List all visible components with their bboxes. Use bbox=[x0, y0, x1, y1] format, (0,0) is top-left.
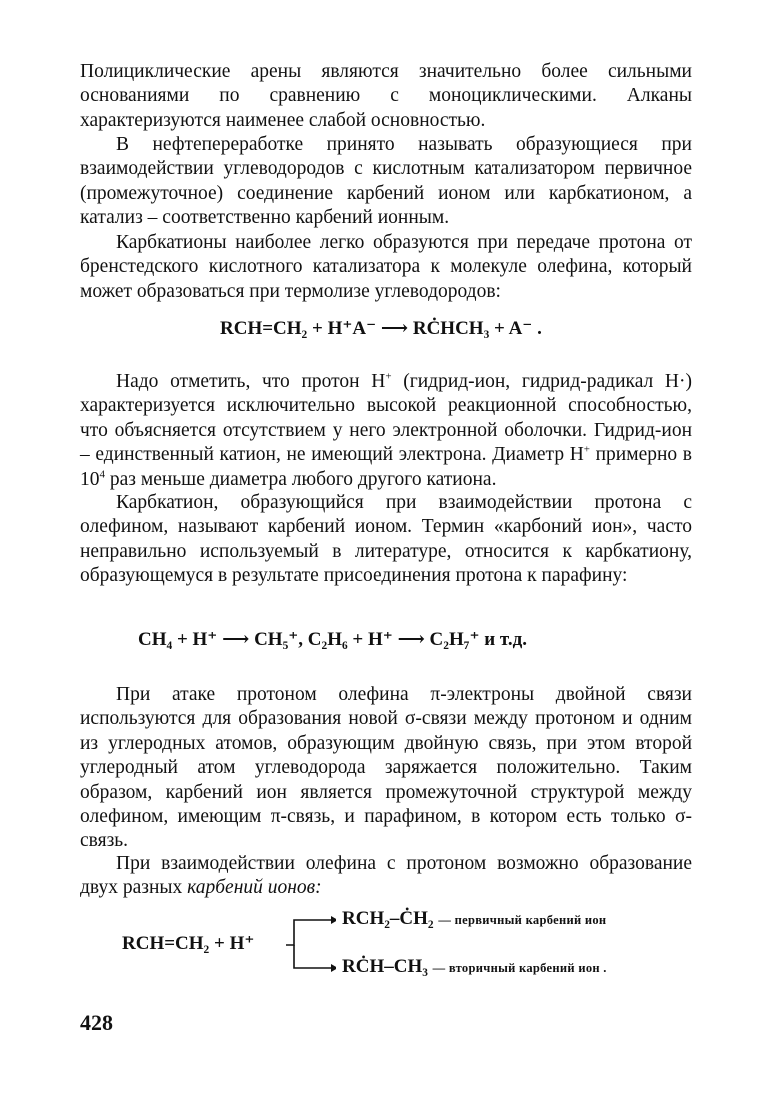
paragraph-text: Карбкатионы наиболее легко образуются при передаче протона от бренстедского кислотного катализатора к молекуле олефина, который может образоваться при термолизе углеводородов: bbox=[80, 232, 692, 302]
paragraph-text: При атаке протоном олефина π-электроны двойной связи используются для образования новой σ-связи между протоном и одним из углеродных атомов, образующим двойную связь, при этом второй углеродный атом углеводорода заряжается положительно. Таким образом, карбений ион является промежуточной структурой между олефином, имеющим π-связь, и парафином, в котором есть только σ-связь. bbox=[80, 684, 692, 852]
page-number: 428 bbox=[80, 1010, 113, 1035]
product-secondary-formula: RĊH–CH₃ bbox=[342, 956, 428, 977]
product-primary-formula: RCH₂–ĊH₂ bbox=[342, 908, 434, 929]
equation-protonation: RCH=CH₂ + H⁺A⁻ ⟶ RĊHCH₃ + A⁻ . bbox=[220, 318, 542, 339]
paragraph-4 bbox=[80, 370, 692, 492]
arrowhead-upper bbox=[331, 916, 336, 924]
paragraph-text: При взаимодействии олефина с протоном возможно образование двух разных карбений ионов: bbox=[80, 853, 692, 899]
paragraph-5 bbox=[80, 491, 692, 589]
product-secondary bbox=[342, 956, 607, 978]
equation-carbonium: CH₄ + H⁺ ⟶ CH₅⁺, C₂H₆ + H⁺ ⟶ C₂H₇⁺ и т.д. bbox=[138, 629, 527, 650]
paragraph-7 bbox=[80, 852, 692, 901]
branch-arrows-diagram bbox=[276, 915, 336, 975]
paragraph-text: Полициклические арены являются значительно более сильными основаниями по сравнению с моноциклическими. Алканы характеризуются наименее слабой основностью. bbox=[80, 61, 692, 131]
paragraph-text: Карбкатион, образующийся при взаимодействии протона с олефином, называют карбений ионом. Термин «карбоний ион», часто неправильно используемый в литературе, относится к карбкатиону, образующемуся в результате присоединения протона к парафину: bbox=[80, 492, 692, 587]
paragraph-1 bbox=[80, 60, 692, 133]
paragraph-text: Надо отметить, что протон H+ (гидрид-ион, гидрид-радикал H·) характеризуется исключительно высокой реакционной способностью, что объясняется отсутствием у него электронной оболочки. Гидрид-ион – единственный катион, не имеющий электрона. Диаметр H+ примерно в $10^4$ раз меньше диаметра любого другого катиона. bbox=[80, 370, 693, 490]
paragraph-2 bbox=[80, 133, 692, 231]
product-primary bbox=[342, 908, 606, 930]
product-primary-label: — первичный карбений ион bbox=[438, 913, 607, 927]
paragraph-3 bbox=[80, 231, 692, 304]
arrowhead-lower bbox=[331, 964, 336, 972]
paragraph-text: В нефтепереработке принято называть образующиеся при взаимодействии углеводородов с кислотным катализатором первичное (промежуточное) соединение карбений ионом или карбкатионом, а катализ – соответственно карбений ионным. bbox=[80, 134, 692, 229]
paragraph-6 bbox=[80, 683, 692, 854]
branch-arrow-upper bbox=[286, 920, 331, 945]
product-secondary-label: — вторичный карбений ион . bbox=[432, 961, 607, 975]
equation-branch-reactants: RCH=CH₂ + H⁺ bbox=[122, 933, 255, 954]
branch-arrow-lower bbox=[294, 945, 331, 968]
